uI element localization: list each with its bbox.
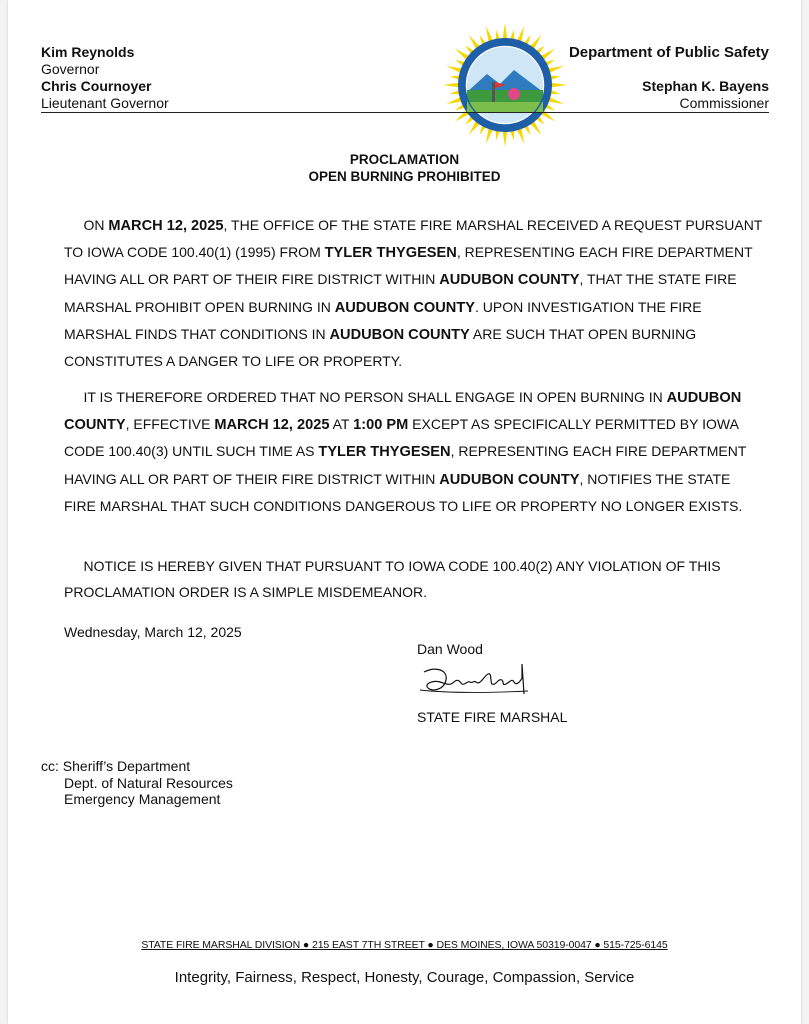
bold-county: AUDUBON COUNTY bbox=[439, 471, 580, 488]
text-run: IT IS THEREFORE ORDERED THAT NO PERSON SHALL ENGAGE IN OPEN BURNING IN bbox=[83, 389, 667, 405]
lt-governor-title: Lieutenant Governor bbox=[41, 95, 437, 113]
text-run: , EFFECTIVE bbox=[125, 416, 215, 433]
bold-date: MARCH 12, 2025 bbox=[214, 417, 330, 434]
cc-item: Sheriff’s Department bbox=[62, 758, 191, 774]
text-run: . UPON INVESTIGATION THE FIRE MARSHAL FINDS THAT CONDITIONS IN bbox=[64, 298, 702, 342]
bold-person: TYLER THYGESEN bbox=[318, 444, 451, 461]
bold-date: MARCH 12, 2025 bbox=[108, 218, 224, 234]
commissioner-title: Commissioner bbox=[418, 95, 769, 113]
signer-name: Dan Wood bbox=[417, 641, 483, 657]
text-run: ON bbox=[83, 217, 109, 233]
bold-time: 1:00 PM bbox=[353, 417, 409, 434]
document-page bbox=[8, 0, 801, 1024]
text-run: , REPRESENTING EACH FIRE DEPARTMENT HAVING ALL OR PART OF THEIR FIRE DISTRICT WITHIN bbox=[64, 443, 747, 487]
bold-person: TYLER THYGESEN bbox=[324, 245, 457, 262]
proclamation-title bbox=[8, 151, 801, 185]
title-line-2: OPEN BURNING PROHIBITED bbox=[308, 169, 501, 184]
commissioner-name: Stephan K. Bayens bbox=[642, 78, 769, 94]
text-run: AT bbox=[329, 416, 354, 433]
governor-title: Governor bbox=[41, 61, 100, 77]
text-run: EXCEPT AS SPECIFICALLY PERMITTED BY IOWA CODE 100.40(3) UNTIL SUCH TIME AS bbox=[64, 416, 739, 460]
text-run: ARE SUCH THAT OPEN BURNING CONSTITUTES A DANGER TO LIFE OR PROPERTY. bbox=[64, 325, 697, 370]
text-run: , REPRESENTING EACH FIRE DEPARTMENT HAVING ALL OR PART OF THEIR FIRE DISTRICT WITHIN bbox=[64, 244, 753, 288]
header-right-block bbox=[418, 44, 769, 113]
cc-label: cc: bbox=[41, 758, 63, 774]
department-name: Department of Public Safety bbox=[568, 44, 769, 61]
text-run: NOTICE IS HEREBY GIVEN THAT PURSUANT TO IOWA CODE 100.40(2) ANY VIOLATION OF THIS PROCLAMATION ORDER IS A SIMPLE MISDEMEANOR. bbox=[64, 558, 721, 601]
footer-address: STATE FIRE MARSHAL DIVISION ● 215 EAST 7TH STREET ● DES MOINES, IOWA 50319-0047 ● 515-725-6145 bbox=[141, 939, 668, 951]
cc-list bbox=[41, 758, 233, 808]
paragraph-request bbox=[64, 212, 764, 374]
header-left-block bbox=[41, 44, 437, 113]
signature-icon bbox=[418, 660, 538, 698]
lt-governor-name: Chris Cournoyer bbox=[41, 78, 152, 94]
cc-item: Dept. of Natural Resources bbox=[64, 774, 233, 791]
text-run: , THE OFFICE OF THE STATE FIRE MARSHAL RECEIVED A REQUEST PURSUANT TO IOWA CODE 100.40(1) (1995) FROM bbox=[64, 217, 763, 261]
cc-item: Emergency Management bbox=[64, 791, 221, 808]
bold-county: AUDUBON COUNTY bbox=[329, 326, 470, 343]
text-run: , NOTIFIES THE STATE FIRE MARSHAL THAT SUCH CONDITIONS DANGEROUS TO LIFE OR PROPERTY NO LONGER EXISTS. bbox=[64, 470, 743, 514]
date-line: Wednesday, March 12, 2025 bbox=[64, 624, 242, 640]
paragraph-notice bbox=[64, 553, 764, 605]
bold-county: AUDUBON COUNTY bbox=[64, 390, 742, 434]
text-run: , THAT THE STATE FIRE MARSHAL PROHIBIT OPEN BURNING IN bbox=[64, 271, 737, 315]
title-line-1: PROCLAMATION bbox=[349, 152, 460, 167]
bold-county: AUDUBON COUNTY bbox=[334, 299, 475, 316]
signer-title: STATE FIRE MARSHAL bbox=[417, 709, 568, 725]
governor-name: Kim Reynolds bbox=[41, 44, 135, 60]
paragraph-order bbox=[64, 384, 764, 519]
footer-values: Integrity, Fairness, Respect, Honesty, Courage, Compassion, Service bbox=[174, 969, 635, 986]
bold-county: AUDUBON COUNTY bbox=[439, 272, 580, 289]
